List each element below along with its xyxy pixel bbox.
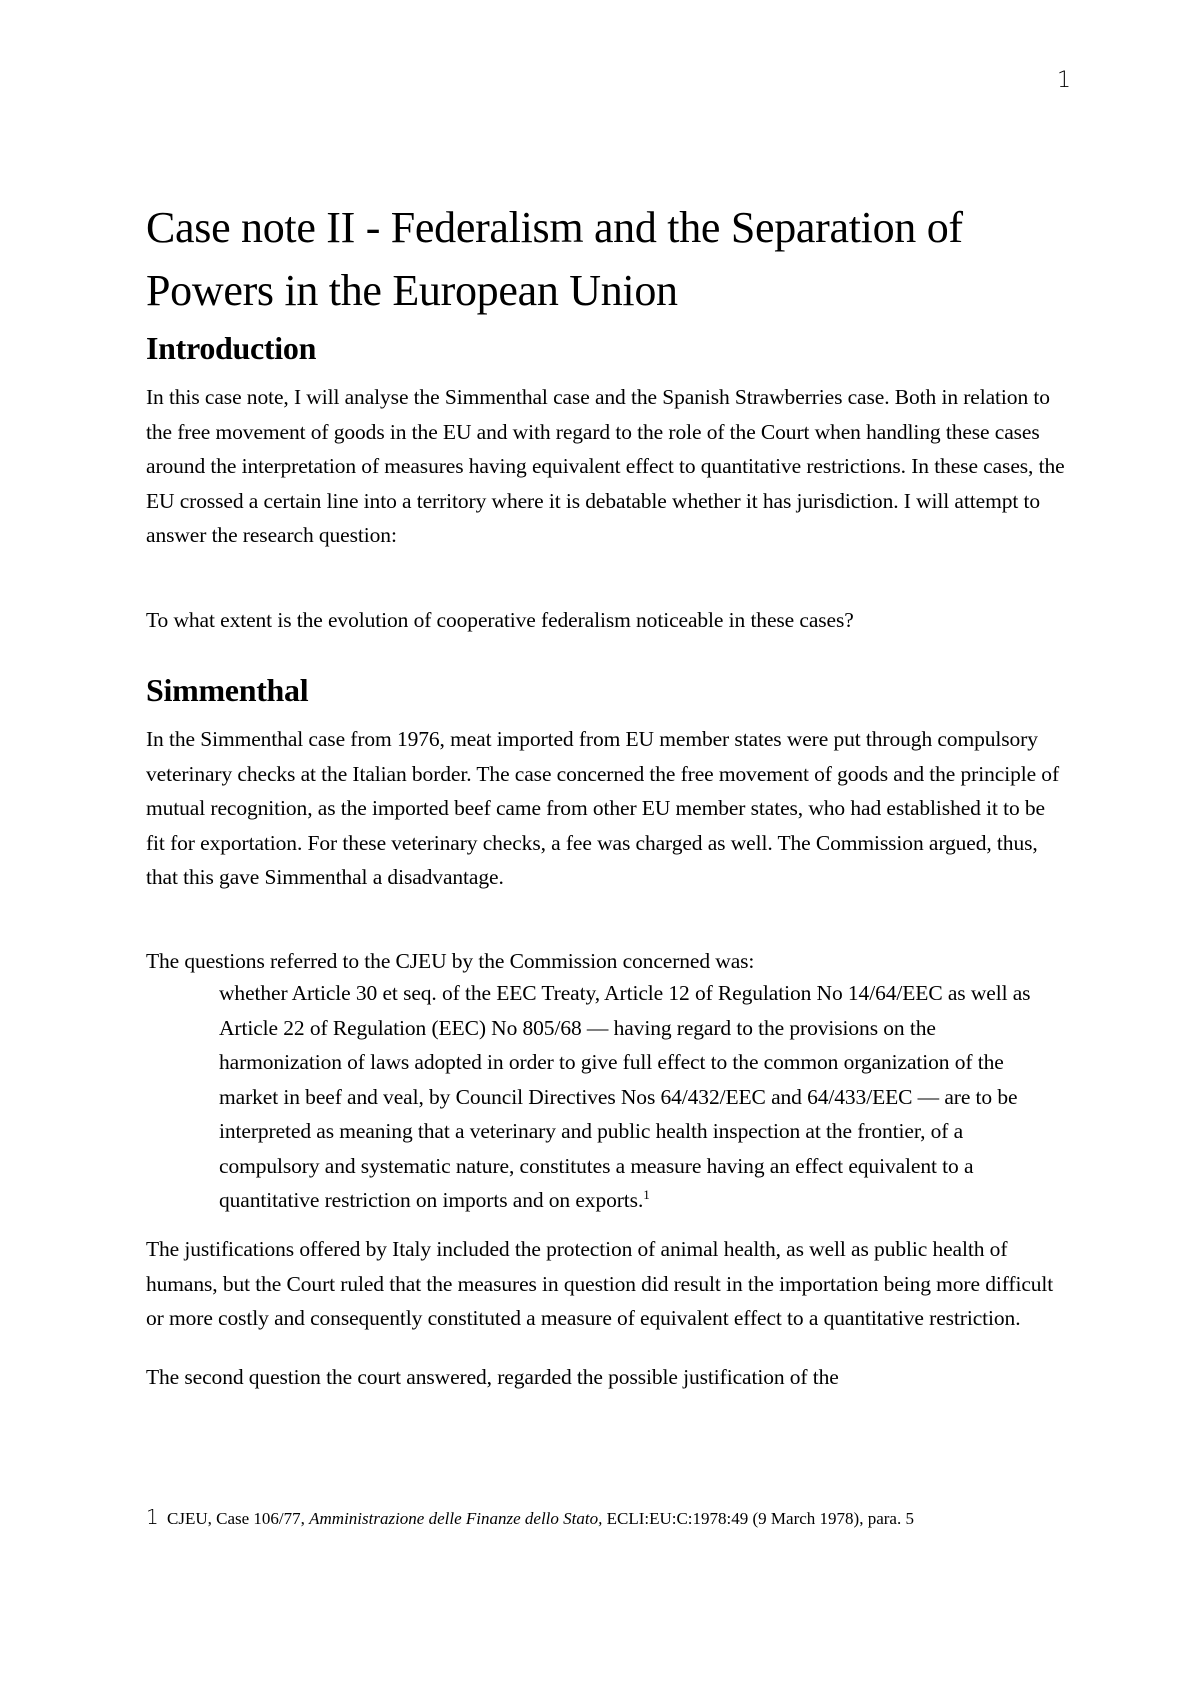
footnote-case-name: Amministrazione delle Finanze dello Stato, [309, 1509, 603, 1528]
footnote-suffix: ECLI:EU:C:1978:49 (9 March 1978), para. 5 [606, 1509, 914, 1528]
footnote-prefix: CJEU, Case 106/77, [166, 1509, 305, 1528]
block-quote-text: whether Article 30 et seq. of the EEC Treaty, Article 12 of Regulation No 14/64/EEC as well as Article 22 of Regulation (EEC) No 805/68 — having regard to the provisions on the harmonization of laws adopted in order to give full effect to the common organization of the market in beef and veal, by Council Directives Nos 64/432/EEC and 64/433/EEC — are to be interpreted as meaning that a veterinary and public health inspection at the frontier, of a compulsory and systematic nature, constitutes a measure having an effect equivalent to a quantitative restriction on imports and on exports. [219, 981, 1031, 1212]
questions-intro: The questions referred to the CJEU by the Commission concerned was: [146, 949, 755, 973]
footnote-number: 1 [146, 1505, 159, 1529]
justifications-paragraph: The justifications offered by Italy included the protection of animal health, as well as public health of humans, but the Court ruled that the measures in question did result in the importation being more difficult or more costly and consequently constituted a measure of equivalent effect to a quantitative restriction. [146, 1237, 1054, 1330]
footnote-reference[interactable]: 1 [643, 1187, 650, 1202]
second-question-paragraph: The second question the court answered, regarded the possible justification of the [146, 1365, 839, 1389]
document-title: Case note II - Federalism and the Separation of Powers in the European Union [146, 203, 963, 315]
intro-paragraph: In this case note, I will analyse the Simmenthal case and the Spanish Strawberries case. Both in relation to the free movement of goods in the EU and with regard to the role of the Court when handling these cases around the interpretation of measures having equivalent effect to quantitative restrictions. In these cases, the EU crossed a certain line into a territory where it is debatable whether it has jurisdiction. I will attempt to answer the research question: [146, 385, 1065, 547]
footnote-1 [146, 1506, 1086, 1530]
block-quote [219, 976, 1059, 1218]
section-heading-introduction: Introduction [146, 330, 317, 366]
section-heading-simmenthal: Simmenthal [146, 672, 309, 708]
research-question: To what extent is the evolution of cooperative federalism noticeable in these cases? [146, 608, 854, 632]
simmenthal-paragraph: In the Simmenthal case from 1976, meat imported from EU member states were put through compulsory veterinary checks at the Italian border. The case concerned the free movement of goods and the principle of mutual recognition, as the imported beef came from other EU member states, who had established it to be fit for exportation. For these veterinary checks, a fee was charged as well. The Commission argued, thus, that this gave Simmenthal a disadvantage. [146, 727, 1060, 889]
page-number: 1 [1057, 68, 1071, 93]
